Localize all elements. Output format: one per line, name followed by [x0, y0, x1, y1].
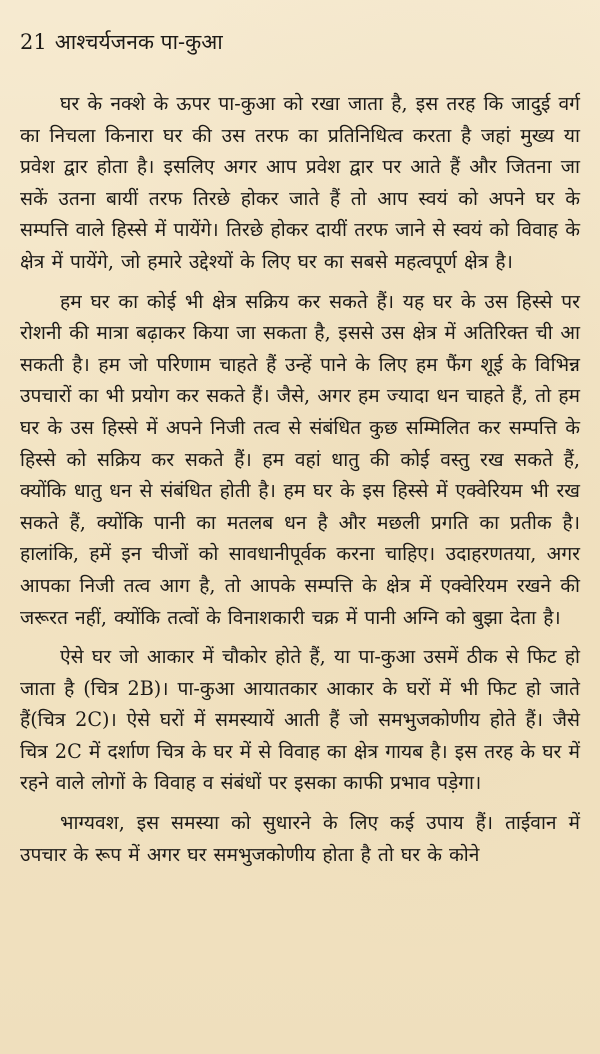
page-number: 21 — [20, 30, 47, 54]
body-text — [20, 88, 580, 870]
paragraph-1: घर के नक्शे के ऊपर पा-कुआ को रखा जाता है, इस तरह कि जादुई वर्ग का निचला किनारा घर की उस तरफ का प्रतिनिधित्व करता है जहां मुख्य या प्रवेश द्वार होता है। इसलिए अगर आप प्रवेश द्वार पर आते हैं और जितना जा सकें उतना बायीं तरफ तिरछे होकर जाते हैं तो आप स्वयं को अपने घर के सम्पत्ति वाले हिस्से में पायेंगे। तिरछे होकर दायीं तरफ जाने से स्वयं को विवाह के क्षेत्र में पायेंगे, जो हमारे उद्देश्यों के लिए घर का सबसे महत्वपूर्ण क्षेत्र है। — [20, 92, 580, 273]
paragraph-4: भाग्यवश, इस समस्या को सुधारने के लिए कई उपाय हैं। ताईवान में उपचार के रूप में अगर घर समभुजकोणीय होता है तो घर के कोने — [20, 811, 580, 866]
paragraph-2: हम घर का कोई भी क्षेत्र सक्रिय कर सकते हैं। यह घर के उस हिस्से पर रोशनी की मात्रा बढ़ाकर किया जा सकता है, इससे उस क्षेत्र में अतिरिक्त ची आ सकती है। हम जो परिणाम चाहते हैं उन्हें पाने के लिए हम फैंग शूई के विभिन्न उपचारों का भी प्रयोग कर सकते हैं। जैसे, अगर हम ज्यादा धन चाहते हैं, तो हम घर के उस हिस्से में अपने निजी तत्व से संबंधित कुछ सम्मिलित कर सम्पत्ति के हिस्से को सक्रिय कर सकते हैं। हम वहां धातु की कोई वस्तु रख सकते हैं, क्योंकि धातु धन से संबंधित होती है। हम घर के इस हिस्से में एक्वेरियम भी रख सकते हैं, क्योंकि पानी का मतलब धन है और मछली प्रगति का प्रतीक है। हालांकि, हमें इन चीजों को सावधानीपूर्वक करना चाहिए। उदाहरणतया, अगर आपका निजी तत्व आग है, तो आपके सम्पत्ति के क्षेत्र में एक्वेरियम रखने की जरूरत नहीं, क्योंकि तत्वों के विनाशकारी चक्र में पानी अग्नि को बुझा देता है। — [20, 289, 580, 629]
paragraph-3: ऐसे घर जो आकार में चौकोर होते हैं, या पा-कुआ उसमें ठीक से फिट हो जाता है (चित्र 2B)। पा-कुआ आयातकार आकार के घरों में भी फिट हो जाते हैं(चित्र 2C)। ऐसे घरों में समस्यायें आती हैं जो समभुजकोणीय होते हैं। जैसे चित्र 2C में दर्शाण चित्र के घर में से विवाह का क्षेत्र गायब है। इस तरह के घर में रहने वाले लोगों के विवाह व संबंधों पर इसका काफी प्रभाव पड़ेगा। — [20, 645, 580, 795]
page-header — [20, 28, 580, 56]
running-title: आश्चर्यजनक पा-कुआ — [54, 30, 223, 54]
